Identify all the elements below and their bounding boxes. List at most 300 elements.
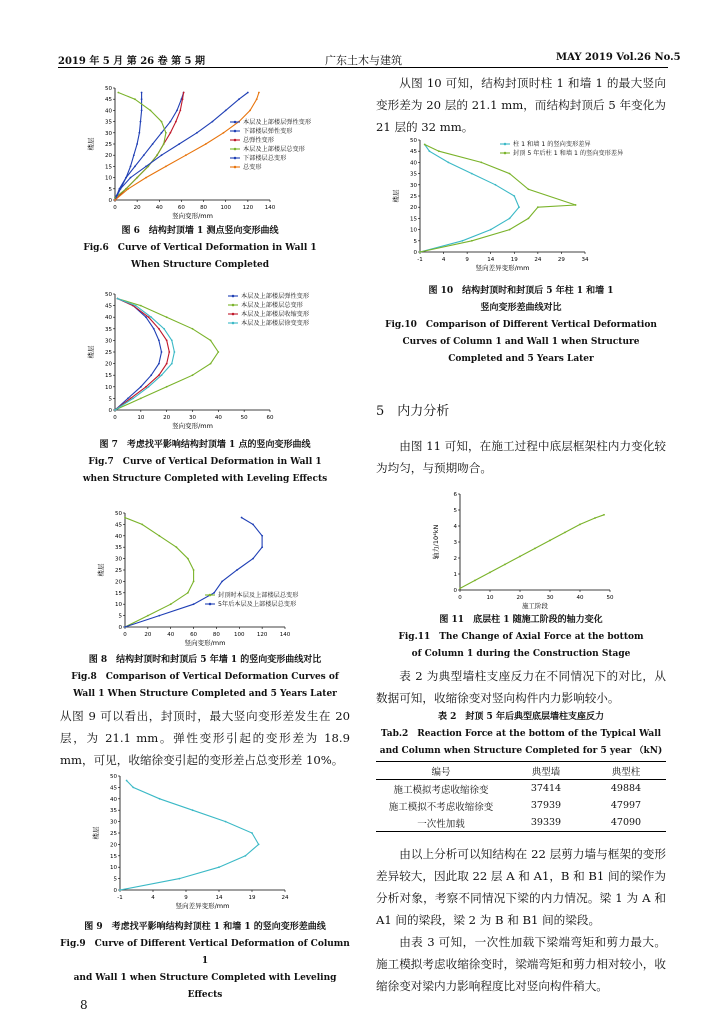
x-tick-label: 140: [279, 632, 291, 638]
legend-marker: [232, 295, 235, 298]
data-point: [148, 386, 150, 388]
x-tick-label: 24: [281, 895, 289, 901]
fig10-chart: [390, 134, 660, 284]
y-tick-label: 0: [118, 625, 122, 631]
data-point: [158, 535, 160, 537]
legend-label: 封顶时本层及上部楼层总变形: [218, 592, 299, 600]
data-point: [534, 548, 536, 550]
data-point: [179, 878, 181, 880]
y-tick-label: 5: [108, 186, 112, 193]
fig11-chart: [420, 488, 620, 613]
data-point: [140, 398, 142, 400]
y-tick-label: 5: [453, 508, 457, 514]
data-point: [187, 592, 189, 594]
legend-marker: [234, 148, 237, 151]
fig11-caption-en1: Fig.11 The Change of Axial Force at the bottom: [398, 632, 644, 642]
x-tick-label: 30: [189, 415, 196, 421]
x-axis-label: 竖向差异变形/mm: [475, 264, 530, 272]
y-tick-label: 10: [115, 602, 122, 609]
y-tick-label: 15: [115, 590, 122, 597]
data-point: [251, 832, 253, 834]
data-point: [133, 154, 135, 156]
data-point: [119, 889, 121, 891]
series-line: [420, 145, 576, 253]
y-tick-label: 0: [113, 888, 117, 894]
x-axis-label: 竖向变形/mm: [172, 422, 213, 430]
y-tick-label: 30: [110, 819, 117, 826]
x-tick-label: 4: [441, 257, 446, 263]
data-point: [158, 340, 160, 342]
y-tick-label: 0: [108, 408, 112, 414]
y-tick-label: 15: [105, 373, 112, 380]
legend-marker: [234, 130, 237, 133]
data-point: [252, 524, 254, 526]
fig8-chart: [80, 505, 340, 650]
data-point: [225, 110, 227, 112]
x-tick-label: 29: [557, 257, 565, 263]
data-point: [150, 374, 152, 376]
x-axis-label: 竖向差异变形/mm: [175, 902, 230, 910]
data-point: [126, 780, 128, 782]
data-point: [247, 92, 249, 94]
data-point: [495, 184, 497, 186]
header-center: 广东土木与建筑: [325, 54, 402, 67]
legend-label: 下部楼层总变形: [243, 155, 287, 163]
data-point: [168, 351, 170, 353]
fig10-caption-en3: Completed and 5 Years Later: [448, 354, 594, 364]
y-tick-label: 45: [110, 785, 117, 792]
data-point: [462, 240, 464, 242]
legend-label: 本层及上部楼层总变形: [241, 302, 303, 310]
y-tick-label: 15: [110, 853, 117, 860]
fig9-caption: [60, 919, 350, 1004]
x-tick-label: 50: [240, 415, 248, 421]
y-tick-label: 20: [410, 205, 417, 212]
data-point: [471, 240, 473, 242]
data-point: [579, 524, 581, 526]
x-tick-label: 20: [144, 632, 152, 638]
fig11-caption-en2: of Column 1 during the Construction Stage: [411, 649, 631, 659]
paragraph-5: 由表 3 可知，一次性加载下梁端弯矩和剪力最大。施工模拟考虑收缩徐变时，梁端弯矩和剪力相对较小，收缩徐变对梁内力影响程度比对竖向构件稍大。: [376, 935, 666, 993]
paragraph-4: 由以上分析可以知结构在 22 层剪力墙与框架的变形差异较大，因此取 22 层 A 和 A1，B 和 B1 间的梁作为分析对象，考察不同情况下梁的内力情况。梁 1 为 A 和 A1 间的梁段，梁 2 为 B 和 B1 间的梁段。: [376, 847, 666, 927]
y-tick-label: 3: [453, 540, 457, 546]
table2-caption-en2: and Column when Structure Completed for 5 year （kN): [379, 746, 663, 756]
x-tick-label: 140: [264, 205, 276, 211]
legend-marker: [504, 143, 507, 146]
table2-caption-en1: Tab.2 Reaction Force at the bottom of the Typical Wall: [380, 729, 662, 739]
header-right: MAY 2019 Vol.26 No.5: [556, 52, 681, 63]
section-5-heading: 5 内力分析: [376, 404, 450, 419]
fig6-caption-en1: Fig.6 Curve of Vertical Deformation in Wall 1: [83, 243, 317, 253]
table-cell: 施工模拟考虑收缩徐变: [393, 784, 489, 796]
legend-marker: [234, 166, 237, 169]
fig11-caption-cn: 图 11 底层柱 1 随施工阶段的轴力变化: [439, 615, 603, 625]
data-point: [518, 206, 520, 208]
table-row: [376, 797, 666, 814]
fig8-caption-cn: 图 8 结构封顶时和封顶后 5 年墙 1 的竖向变形曲线对比: [88, 655, 322, 665]
data-point: [120, 188, 122, 190]
data-point: [161, 121, 163, 123]
y-tick-label: 45: [105, 97, 112, 104]
x-tick-label: 40: [214, 415, 222, 421]
y-tick-label: 25: [105, 142, 112, 148]
y-tick-label: 0: [413, 250, 417, 256]
x-tick-label: 120: [242, 205, 254, 211]
x-tick-label: 9: [184, 895, 188, 901]
y-tick-label: 4: [453, 524, 457, 530]
data-point: [225, 821, 227, 823]
data-point: [175, 121, 177, 123]
y-axis-label: 轴力/10⁴kN: [432, 524, 440, 560]
table-cell: 47997: [610, 800, 642, 811]
data-point: [114, 199, 116, 201]
paragraph-left: 从图 9 可以看出，封顶时，最大竖向变形差发生在 20 层，为 21.1 mm。弹性变形引起的变形差为 18.9 mm，可见，收缩徐变引起的变形差占总变形差 10%。: [60, 709, 350, 767]
y-tick-label: 35: [105, 119, 112, 126]
data-point: [127, 398, 129, 400]
data-point: [148, 316, 150, 318]
fig6-caption: [60, 223, 340, 274]
x-tick-label: 9: [465, 257, 469, 263]
data-point: [258, 844, 260, 846]
y-tick-label: 0: [108, 198, 112, 204]
y-tick-label: 20: [110, 842, 117, 849]
data-point: [140, 121, 142, 123]
data-point: [603, 514, 605, 516]
fig9-caption-en1: Fig.9 Curve of Different Vertical Deformation of Column 1: [60, 939, 350, 966]
legend-marker: [234, 139, 237, 142]
y-tick-label: 50: [115, 511, 122, 517]
fig10-caption-cn2: 竖向变形差曲线对比: [480, 303, 562, 313]
y-axis-label: 楼层: [87, 137, 95, 151]
x-tick-label: 0: [458, 595, 462, 601]
x-tick-label: 120: [256, 632, 268, 638]
legend-label: 本层及上部楼层总变形: [243, 146, 305, 154]
y-axis-label: 楼层: [392, 189, 400, 203]
data-point: [238, 98, 240, 100]
legend-label: 本层及上部楼层收缩变形: [241, 311, 310, 319]
data-point: [158, 328, 160, 330]
data-point: [130, 177, 132, 179]
x-tick-label: 0: [113, 415, 117, 421]
x-tick-label: 14: [487, 257, 495, 263]
y-tick-label: 15: [410, 216, 417, 223]
data-point: [176, 110, 178, 112]
y-tick-label: 20: [105, 361, 112, 368]
data-point: [141, 110, 143, 112]
data-point: [170, 603, 172, 605]
data-point: [159, 798, 161, 800]
data-point: [169, 132, 171, 134]
y-tick-label: 40: [110, 796, 117, 803]
y-tick-label: 15: [105, 164, 112, 171]
data-point: [490, 229, 492, 231]
y-tick-label: 1: [453, 572, 457, 578]
data-point: [210, 363, 212, 365]
y-tick-label: 30: [105, 130, 112, 137]
data-point: [145, 177, 147, 179]
data-point: [575, 204, 577, 206]
data-point: [249, 110, 251, 112]
data-point: [193, 581, 195, 583]
data-point: [549, 540, 551, 542]
fig11-caption: [376, 612, 666, 663]
legend-marker: [232, 322, 235, 325]
data-point: [163, 143, 165, 145]
data-point: [150, 316, 152, 318]
data-point: [145, 386, 147, 388]
y-tick-label: 50: [110, 774, 117, 780]
page-number: 8: [80, 998, 88, 1012]
legend-label: 下部楼层弹性变形: [243, 128, 293, 136]
data-point: [134, 166, 136, 168]
data-point: [161, 374, 163, 376]
legend-label: 5年后本层及上部楼层总变形: [218, 601, 297, 609]
series-line: [115, 93, 142, 198]
data-point: [223, 132, 225, 134]
table-row: [376, 814, 666, 832]
y-tick-label: 40: [105, 108, 112, 115]
data-point: [125, 177, 127, 179]
data-point: [124, 517, 126, 519]
data-point: [138, 132, 140, 134]
data-point: [117, 298, 119, 300]
data-point: [236, 569, 238, 571]
table-header-cell: 典型墙: [506, 762, 586, 780]
data-point: [509, 173, 511, 175]
data-point: [513, 195, 515, 197]
x-tick-label: 19: [248, 895, 256, 901]
table-cell: 47090: [586, 814, 666, 832]
legend-label: 总弹性变形: [243, 137, 274, 145]
paragraph-3: 表 2 为典型墙柱支座反力在不同情况下的对比，从数据可知，收缩徐变对竖向构件内力影响较小。: [376, 669, 666, 705]
data-point: [147, 615, 149, 617]
y-tick-label: 5: [413, 238, 417, 245]
data-point: [143, 154, 145, 156]
x-tick-label: 100: [220, 205, 231, 211]
fig7-chart: [80, 286, 340, 436]
x-tick-label: 19: [510, 257, 518, 263]
x-tick-label: 14: [215, 895, 223, 901]
data-point: [140, 305, 142, 307]
fig7-caption-en2: when Structure Completed with Leveling Effects: [82, 474, 328, 484]
x-tick-label: 40: [155, 205, 163, 211]
y-tick-label: 40: [105, 315, 112, 322]
x-tick-label: 100: [234, 632, 245, 638]
y-tick-label: 45: [105, 303, 112, 310]
data-point: [166, 386, 168, 388]
y-tick-label: 10: [110, 865, 117, 872]
data-point: [185, 154, 187, 156]
data-point: [424, 144, 426, 146]
data-point: [132, 787, 134, 789]
data-point: [528, 188, 530, 190]
fig10-caption-en2: Curves of Column 1 and Wall 1 when Structure: [402, 337, 640, 347]
legend-marker: [209, 603, 212, 606]
fig7-caption: [60, 437, 350, 488]
data-point: [509, 229, 511, 231]
fig6-caption-en2: When Structure Completed: [130, 260, 270, 270]
legend-label: 本层及上部楼层弹性变形: [241, 293, 310, 301]
fig10-caption: [376, 283, 666, 368]
data-point: [419, 251, 421, 253]
data-point: [156, 154, 158, 156]
data-point: [165, 166, 167, 168]
data-point: [141, 98, 143, 100]
fig10-caption-en1: Fig.10 Comparison of Different Vertical Deformation: [385, 320, 657, 330]
data-point: [140, 386, 142, 388]
legend-label: 柱 1 和墙 1 的竖向变形差异: [513, 141, 591, 149]
data-point: [179, 110, 181, 112]
y-tick-label: 50: [105, 86, 112, 92]
data-point: [459, 588, 461, 590]
y-tick-label: 2: [453, 556, 457, 562]
legend-label: 总变形: [243, 164, 262, 172]
data-point: [145, 316, 147, 318]
data-point: [193, 603, 195, 605]
data-point: [166, 363, 168, 365]
y-axis-label: 楼层: [87, 345, 95, 359]
data-point: [134, 98, 136, 100]
x-tick-label: 10: [486, 595, 494, 601]
data-point: [217, 351, 219, 353]
x-tick-label: -1: [117, 895, 123, 901]
table-cell: 37414: [530, 783, 562, 794]
data-point: [132, 398, 134, 400]
y-tick-label: 20: [115, 579, 122, 586]
x-tick-label: 60: [266, 415, 274, 421]
paragraph-1: 从图 10 可知，结构封顶时柱 1 和墙 1 的最大竖向变形差为 20 层的 21.1 mm，而结构封顶后 5 年变化为 21 层的 32 mm。: [376, 76, 666, 134]
table-cell: 施工模拟不考虑收缩徐变: [388, 801, 494, 813]
data-point: [165, 132, 167, 134]
x-tick-label: 20: [163, 415, 171, 421]
x-tick-label: 34: [581, 257, 589, 263]
data-point: [174, 351, 176, 353]
data-point: [141, 92, 143, 94]
data-point: [153, 328, 155, 330]
data-point: [183, 92, 185, 94]
data-point: [489, 572, 491, 574]
series-line: [460, 515, 604, 589]
x-axis-label: 竖向变形/mm: [172, 212, 213, 220]
table-header-row: [376, 762, 666, 780]
data-point: [537, 206, 539, 208]
data-point: [141, 524, 143, 526]
y-tick-label: 25: [410, 194, 417, 200]
x-tick-label: 30: [546, 595, 554, 601]
fig9-caption-en2: and Wall 1 when Structure Completed with Leveling Effects: [73, 973, 337, 1000]
y-tick-label: 6: [453, 492, 457, 498]
fig9-caption-cn: 图 9 考虑找平影响结构封顶柱 1 和墙 1 的竖向变形差曲线: [84, 922, 326, 932]
data-point: [192, 809, 194, 811]
data-point: [187, 558, 189, 560]
x-tick-label: 80: [212, 632, 220, 638]
data-point: [471, 173, 473, 175]
table2: [376, 761, 666, 832]
data-point: [161, 351, 163, 353]
table-cell: 37939: [530, 800, 562, 811]
data-point: [166, 316, 168, 318]
legend-label: 封顶 5 年后柱 1 和墙 1 的竖向变形差异: [513, 150, 624, 158]
data-point: [178, 143, 180, 145]
legend-marker: [234, 121, 237, 124]
fig10-caption-cn1: 图 10 结构封顶时和封顶后 5 年柱 1 和墙 1: [428, 286, 614, 296]
data-point: [212, 121, 214, 123]
paragraph-2: 由图 11 可知，在施工过程中底层框架柱内力变化较为均匀，与预期吻合。: [376, 439, 666, 475]
data-point: [158, 363, 160, 365]
data-point: [258, 92, 260, 94]
y-tick-label: 35: [110, 808, 117, 815]
y-tick-label: 45: [115, 522, 122, 529]
x-tick-label: 20: [516, 595, 524, 601]
y-axis-label: 楼层: [97, 563, 105, 577]
data-point: [192, 328, 194, 330]
y-tick-label: 25: [115, 568, 122, 574]
y-tick-label: 0: [453, 588, 457, 594]
fig7-caption-cn: 图 7 考虑找平影响结构封顶墙 1 点的竖向变形曲线: [99, 440, 311, 450]
data-point: [509, 218, 511, 220]
legend-label: 本层及上部楼层徐变变形: [241, 320, 310, 328]
header-left: 2019 年 5 月 第 26 卷 第 5 期: [58, 56, 205, 67]
fig6-chart: [80, 82, 340, 222]
data-point: [504, 564, 506, 566]
x-tick-label: 4: [151, 895, 155, 901]
data-point: [182, 98, 184, 100]
series-line: [115, 299, 218, 410]
data-point: [135, 305, 137, 307]
x-tick-label: 60: [190, 632, 198, 638]
y-tick-label: 25: [110, 831, 117, 837]
y-tick-label: 5: [108, 396, 112, 403]
x-tick-label: 50: [606, 595, 614, 601]
y-tick-label: 10: [410, 227, 417, 234]
data-point: [261, 535, 263, 537]
data-point: [171, 340, 173, 342]
data-point: [594, 517, 596, 519]
y-tick-label: 10: [105, 384, 112, 391]
data-point: [127, 188, 129, 190]
data-point: [136, 177, 138, 179]
data-point: [169, 121, 171, 123]
data-point: [474, 580, 476, 582]
legend-marker: [504, 152, 507, 155]
data-point: [447, 162, 449, 164]
y-tick-label: 35: [115, 545, 122, 552]
data-point: [161, 154, 163, 156]
x-tick-label: 0: [123, 632, 127, 638]
y-tick-label: 10: [105, 175, 112, 182]
data-point: [158, 615, 160, 617]
data-point: [519, 556, 521, 558]
data-point: [150, 110, 152, 112]
table-header-cell: 典型柱: [586, 762, 666, 780]
x-axis-label: 竖向变形/mm: [184, 639, 226, 647]
data-point: [161, 132, 163, 134]
y-tick-label: 50: [410, 138, 417, 144]
data-point: [136, 143, 138, 145]
series-line: [115, 93, 166, 198]
y-tick-label: 35: [105, 326, 112, 333]
data-point: [480, 162, 482, 164]
x-tick-label: 10: [137, 415, 145, 421]
data-point: [210, 340, 212, 342]
legend-marker: [234, 157, 237, 160]
table-row: [376, 780, 666, 798]
data-point: [124, 626, 126, 628]
data-point: [163, 328, 165, 330]
series-line: [125, 518, 194, 627]
data-point: [256, 98, 258, 100]
y-tick-label: 5: [113, 876, 117, 883]
